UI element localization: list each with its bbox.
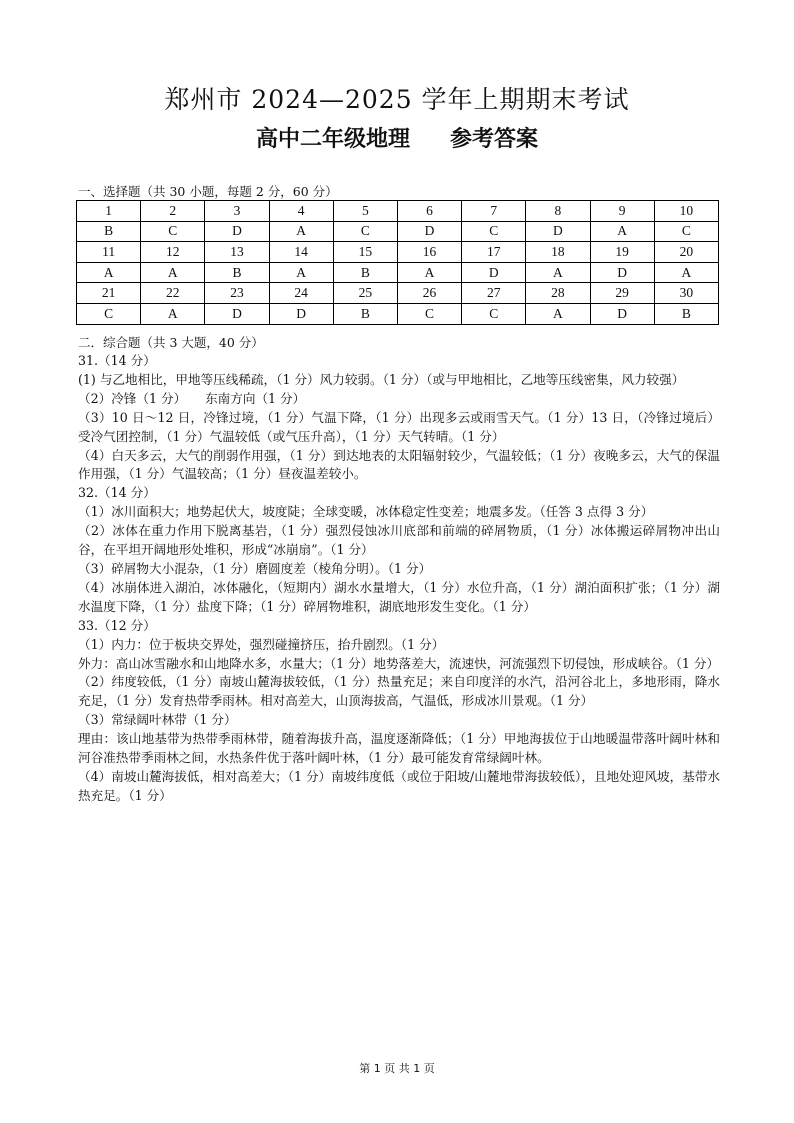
question-number-cell: 17	[462, 242, 526, 263]
answer-cell: A	[654, 262, 718, 283]
question-number-cell: 11	[77, 242, 141, 263]
answer-cell: A	[526, 262, 590, 283]
answer-line: （1）内力：位于板块交界处，强烈碰撞挤压，抬升剧烈。（1 分）	[78, 636, 445, 652]
question-number-cell: 6	[397, 201, 461, 222]
answer-line: （4）南坡山麓海拔低，相对高差大；（1 分）南坡纬度低（或位于阳坡/山麓地带海拔较低），且地处迎风坡，基带水热充足。（1 分）	[78, 768, 720, 803]
question-number-cell: 23	[205, 283, 269, 304]
answer-cell: C	[333, 221, 397, 242]
answer-line: （2）冷锋（1 分） 东南方向（1 分）	[78, 390, 306, 406]
answer-line: （3）10 日～12 日，冷锋过境，（1 分）气温下降，（1 分）出现多云或雨雪天气。（1 分）13 日，（冷锋过境后）受冷气团控制，（1 分）气温较低（或气压升高），（1 分）天气转晴。（1 分）	[78, 409, 720, 444]
table-row	[77, 283, 719, 304]
question-number-cell: 4	[269, 201, 333, 222]
question-number-cell: 18	[526, 242, 590, 263]
question-number-cell: 26	[397, 283, 461, 304]
question-number-cell: 9	[590, 201, 654, 222]
answer-cell: B	[77, 221, 141, 242]
answer-line: （3）常绿阔叶林带（1 分）	[78, 712, 237, 728]
table-row	[77, 262, 719, 283]
question-number-cell: 30	[654, 283, 718, 304]
question-number-cell: 13	[205, 242, 269, 263]
answer-cell: A	[269, 262, 333, 283]
question-number-cell: 12	[141, 242, 205, 263]
answer-cell: B	[205, 262, 269, 283]
answer-cell: A	[526, 303, 590, 324]
subtitle-tail: 参考答案	[450, 127, 539, 152]
question-number-cell: 29	[590, 283, 654, 304]
page-footer: 第 1 页 共 1 页	[359, 1062, 435, 1075]
section2-heading: 二．综合题（共 3 大题，40 分）	[78, 335, 264, 350]
answer-text	[78, 352, 720, 806]
answer-cell: C	[397, 303, 461, 324]
answer-cell: D	[205, 221, 269, 242]
answer-cell: A	[141, 303, 205, 324]
question-number-cell: 5	[333, 201, 397, 222]
answer-cell: D	[269, 303, 333, 324]
answer-line: (1) 与乙地相比，甲地等压线稀疏，（1 分）风力较弱。（1 分）（或与甲地相比，乙地等压线密集，风力较强）	[78, 371, 685, 387]
answer-cell: C	[462, 221, 526, 242]
table-row	[77, 221, 719, 242]
question-number-cell: 21	[77, 283, 141, 304]
answer-cell: A	[590, 221, 654, 242]
answer-line: 理由：该山地基带为热带季雨林带，随着海拔升高，温度逐渐降低；（1 分）甲地海拔位于山地暖温带落叶阔叶林和河谷准热带季雨林之间，水热条件优于落叶阔叶林，（1 分）最可能发育常绿阔叶林。	[78, 731, 720, 766]
question-number-cell: 22	[141, 283, 205, 304]
answer-line: （1）冰川面积大；地势起伏大，坡度陡；全球变暖，冰体稳定性变差；地震多发。（任答 3 点得 3 分）	[78, 504, 654, 520]
answer-cell: D	[590, 262, 654, 283]
answer-cell: D	[526, 221, 590, 242]
question-number-cell: 8	[526, 201, 590, 222]
answer-line: （4）冰崩体进入湖泊，冰体融化，（短期内）湖水水量增大，（1 分）水位升高，（1 分）湖泊面积扩张；（1 分）湖水温度下降，（1 分）盐度下降；（1 分）碎屑物堆积，湖底地形发生变化。（1 分）	[78, 579, 720, 614]
answer-cell: C	[654, 221, 718, 242]
question-number-cell: 2	[141, 201, 205, 222]
table-row	[77, 201, 719, 222]
answer-cell: A	[269, 221, 333, 242]
question-number-cell: 16	[397, 242, 461, 263]
answer-cell: C	[462, 303, 526, 324]
question-number-cell: 19	[590, 242, 654, 263]
answer-cell: D	[205, 303, 269, 324]
table-row	[77, 242, 719, 263]
question-number-cell: 24	[269, 283, 333, 304]
question-number-cell: 25	[333, 283, 397, 304]
answer-line: 31.（14 分）	[78, 353, 156, 368]
answer-line: （4）白天多云，大气的削弱作用强，（1 分）到达地表的太阳辐射较少，气温较低；（1 分）夜晚多云，大气的保温作用强，（1 分）气温较高；（1 分）昼夜温差较小。	[78, 447, 720, 482]
answer-line: 33.（12 分）	[78, 617, 156, 633]
answer-line: 外力：高山冰雪融水和山地降水多，水量大；（1 分）地势落差大，流速快，河流强烈下切侵蚀，形成峡谷。（1 分）	[78, 655, 720, 671]
answer-cell: B	[333, 262, 397, 283]
question-number-cell: 15	[333, 242, 397, 263]
subtitle-main: 高中二年级地理	[255, 127, 410, 152]
section1-heading: 一、选择题（共 30 小题，每题 2 分，60 分）	[78, 184, 338, 199]
answer-table	[76, 200, 719, 325]
answer-cell: C	[141, 221, 205, 242]
answer-cell: D	[397, 221, 461, 242]
table-row	[77, 303, 719, 324]
answer-line: 32.（14 分）	[78, 485, 156, 501]
question-number-cell: 7	[462, 201, 526, 222]
answer-cell: D	[590, 303, 654, 324]
question-number-cell: 28	[526, 283, 590, 304]
answer-line: （2）冰体在重力作用下脱离基岩，（1 分）强烈侵蚀冰川底部和前端的碎屑物质，（1 分）冰体搬运碎屑物冲出山谷，在平坦开阔地形处堆积，形成“冰崩扇”。（1 分）	[78, 523, 720, 558]
document-title: 郑州市 2024—2025 学年上期期末考试	[164, 85, 630, 114]
question-number-cell: 14	[269, 242, 333, 263]
answer-cell: D	[462, 262, 526, 283]
document-subtitle	[0, 122, 794, 153]
question-number-cell: 3	[205, 201, 269, 222]
answer-cell: C	[77, 303, 141, 324]
question-number-cell: 10	[654, 201, 718, 222]
answer-cell: B	[333, 303, 397, 324]
answer-cell: B	[654, 303, 718, 324]
answer-cell: A	[397, 262, 461, 283]
question-number-cell: 1	[77, 201, 141, 222]
answer-line: （2）纬度较低，（1 分）南坡山麓海拔较低，（1 分）热量充足；来自印度洋的水汽，沿河谷北上，多地形雨，降水充足，（1 分）发育热带季雨林。相对高差大，山顶海拔高，气温低，形成冰川景观。（1 分）	[78, 674, 720, 709]
question-number-cell: 27	[462, 283, 526, 304]
question-number-cell: 20	[654, 242, 718, 263]
answer-line: （3）碎屑物大小混杂，（1 分）磨圆度差（棱角分明）。（1 分）	[78, 560, 432, 576]
answer-cell: A	[141, 262, 205, 283]
answer-cell: A	[77, 262, 141, 283]
